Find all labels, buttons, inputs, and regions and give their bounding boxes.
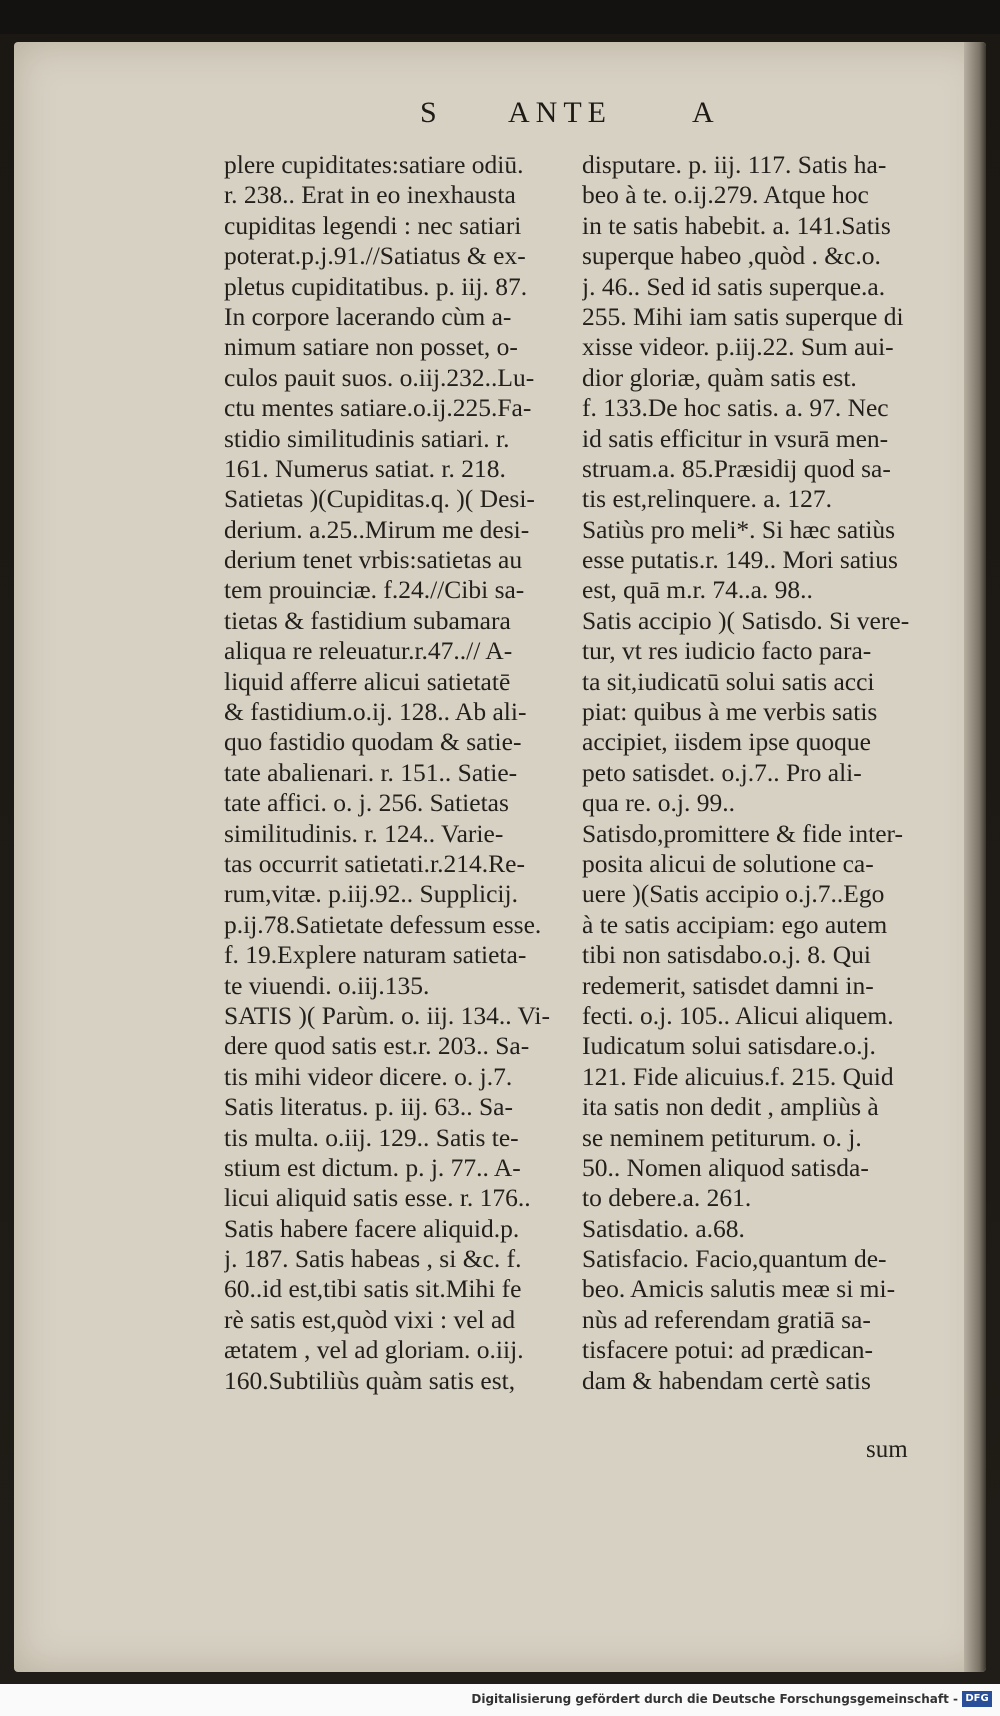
footer-bar xyxy=(0,1684,1000,1716)
text-line: j. 187. Satis habeas , si &c. f. xyxy=(224,1244,522,1274)
text-line: quo fastidio quodam & satie- xyxy=(224,727,522,757)
text-line: nimum satiare non posset, o- xyxy=(224,332,518,362)
text-line: 50.. Nomen aliquod satisda- xyxy=(582,1152,869,1182)
text-line: pletus cupiditatibus. p. iij. 87. xyxy=(224,271,528,301)
text-line: 160.Subtiliùs quàm satis est, xyxy=(224,1365,516,1395)
text-line: redemerit, satisdet damni in- xyxy=(582,970,874,1000)
text-line: 121. Fide alicuius.f. 215. Quid xyxy=(582,1061,894,1091)
text-line: se neminem petiturum. o. j. xyxy=(582,1122,862,1152)
text-line: cupiditas legendi : nec satiari xyxy=(224,210,522,240)
text-line: licui aliquid satis esse. r. 176.. xyxy=(224,1183,531,1213)
text-line: dior gloriæ, quàm satis est. xyxy=(582,362,857,392)
text-line: disputare. p. iij. 117. Satis ha- xyxy=(582,150,887,179)
text-line: esse putatis.r. 149.. Mori satius xyxy=(582,545,898,575)
text-line: plere cupiditates:satiare odiū. xyxy=(224,150,524,179)
text-line: fecti. o.j. 105.. Alicui aliquem. xyxy=(582,1000,894,1030)
text-line: p.ij.78.Satietate defessum esse. xyxy=(224,909,542,939)
text-line: dam & habendam certè satis xyxy=(582,1365,871,1395)
text-line: Satiùs pro meli*. Si hæc satiùs xyxy=(582,514,896,544)
text-line: beo à te. o.ij.279. Atque hoc xyxy=(582,180,869,210)
text-line: ctu mentes satiare.o.ij.225.Fa- xyxy=(224,393,532,423)
text-line: id satis efficitur in vsurā men- xyxy=(582,423,889,453)
text-line: dere quod satis est.r. 203.. Sa- xyxy=(224,1031,530,1061)
text-line: Iudicatum solui satisdare.o.j. xyxy=(582,1031,876,1061)
running-header xyxy=(420,96,800,140)
text-line: struam.a. 85.Præsidij quod sa- xyxy=(582,453,891,483)
scan-top-border xyxy=(0,0,1000,34)
text-line: tem prouinciæ. f.24.//Cibi sa- xyxy=(224,575,525,605)
text-line: tas occurrit satietati.r.214.Re- xyxy=(224,848,525,878)
text-line: f. 133.De hoc satis. a. 97. Nec xyxy=(582,393,889,423)
text-line: tis multa. o.iij. 129.. Satis te- xyxy=(224,1122,519,1152)
text-line: f. 19.Explere naturam satieta- xyxy=(224,940,527,970)
text-line: tur, vt res iudicio facto para- xyxy=(582,636,872,666)
text-line: uere )(Satis accipio o.j.7..Ego xyxy=(582,879,885,909)
text-line: nùs ad referendam gratiā sa- xyxy=(582,1304,871,1334)
header-left-letter: S xyxy=(420,96,443,129)
text-line: Satisfacio. Facio,quantum de- xyxy=(582,1244,887,1274)
dfg-logo: DFG xyxy=(962,1691,992,1707)
text-line: est, quā m.r. 74..a. 98.. xyxy=(582,575,813,605)
text-line: superque habeo ,quòd . &c.o. xyxy=(582,241,881,271)
text-line: in te satis habebit. a. 141.Satis xyxy=(582,210,891,240)
text-line: 161. Numerus satiat. r. 218. xyxy=(224,453,506,483)
text-line: SATIS )( Parùm. o. iij. 134.. Vi- xyxy=(224,1000,550,1030)
text-line: ta sit,iudicatū solui satis acci xyxy=(582,666,875,696)
text-line: posita alicui de solutione ca- xyxy=(582,848,874,878)
text-line: rum,vitæ. p.iij.92.. Supplicij. xyxy=(224,879,518,909)
text-line: beo. Amicis salutis meæ si mi- xyxy=(582,1274,896,1304)
catchword: sum xyxy=(866,1436,908,1463)
text-line: ita satis non dedit , ampliùs à xyxy=(582,1092,879,1122)
text-line: liquid afferre alicui satietatē xyxy=(224,666,511,696)
text-line: similitudinis. r. 124.. Varie- xyxy=(224,818,504,848)
text-line: xisse videor. p.iij.22. Sum aui- xyxy=(582,332,894,362)
text-line: In corpore lacerando cùm a- xyxy=(224,301,512,331)
text-line: tate affici. o. j. 256. Satietas xyxy=(224,788,509,818)
text-line: Satis habere facere aliquid.p. xyxy=(224,1213,520,1243)
text-line: te viuendi. o.iij.135. xyxy=(224,970,430,1000)
text-line: tietas & fastidium subamara xyxy=(224,605,511,635)
text-line: aliqua re releuatur.r.47..// A- xyxy=(224,636,513,666)
text-line: tis mihi videor dicere. o. j.7. xyxy=(224,1061,513,1091)
text-line: derium. a.25..Mirum me desi- xyxy=(224,514,530,544)
text-line: poterat.p.j.91.//Satiatus & ex- xyxy=(224,241,526,271)
text-line: rè satis est,quòd vixi : vel ad xyxy=(224,1304,516,1334)
text-line: Satisdatio. a.68. xyxy=(582,1213,745,1243)
text-line: stium est dictum. p. j. 77.. A- xyxy=(224,1152,521,1182)
text-line: piat: quibus à me verbis satis xyxy=(582,697,878,727)
header-title: ANTE xyxy=(508,96,612,129)
text-line: & fastidium.o.ij. 128.. Ab ali- xyxy=(224,697,527,727)
text-line: 60..id est,tibi satis sit.Mihi fe xyxy=(224,1274,522,1304)
text-line: Satis accipio )( Satisdo. Si vere- xyxy=(582,605,910,635)
right-text-column xyxy=(582,150,970,1396)
text-line: Satisdo,promittere & fide inter- xyxy=(582,818,903,848)
text-line: tate abalienari. r. 151.. Satie- xyxy=(224,757,518,787)
text-line: qua re. o.j. 99.. xyxy=(582,788,735,818)
text-line: tibi non satisdabo.o.j. 8. Qui xyxy=(582,940,871,970)
text-line: tis est,relinquere. a. 127. xyxy=(582,484,832,514)
text-line: Satietas )(Cupiditas.q. )( Desi- xyxy=(224,484,535,514)
text-line: derium tenet vrbis:satietas au xyxy=(224,545,523,575)
header-right-letter: A xyxy=(692,96,720,129)
text-line: ætatem , vel ad gloriam. o.iij. xyxy=(224,1335,524,1365)
text-line: peto satisdet. o.j.7.. Pro ali- xyxy=(582,757,862,787)
text-line: r. 238.. Erat in eo inexhausta xyxy=(224,180,516,210)
text-line: culos pauit suos. o.iij.232..Lu- xyxy=(224,362,535,392)
funding-credit: Digitalisierung gefördert durch die Deutsche Forschungsgemeinschaft - xyxy=(471,1692,958,1706)
text-line: j. 46.. Sed id satis superque.a. xyxy=(582,271,886,301)
text-line: stidio similitudinis satiari. r. xyxy=(224,423,510,453)
text-line: à te satis accipiam: ego autem xyxy=(582,909,888,939)
text-line: tisfacere potui: ad prædican- xyxy=(582,1335,874,1365)
text-line: 255. Mihi iam satis superque di xyxy=(582,301,904,331)
text-line: to debere.a. 261. xyxy=(582,1183,752,1213)
text-line: Satis literatus. p. iij. 63.. Sa- xyxy=(224,1092,513,1122)
left-text-column xyxy=(224,150,596,1396)
text-line: accipiet, iisdem ipse quoque xyxy=(582,727,871,757)
